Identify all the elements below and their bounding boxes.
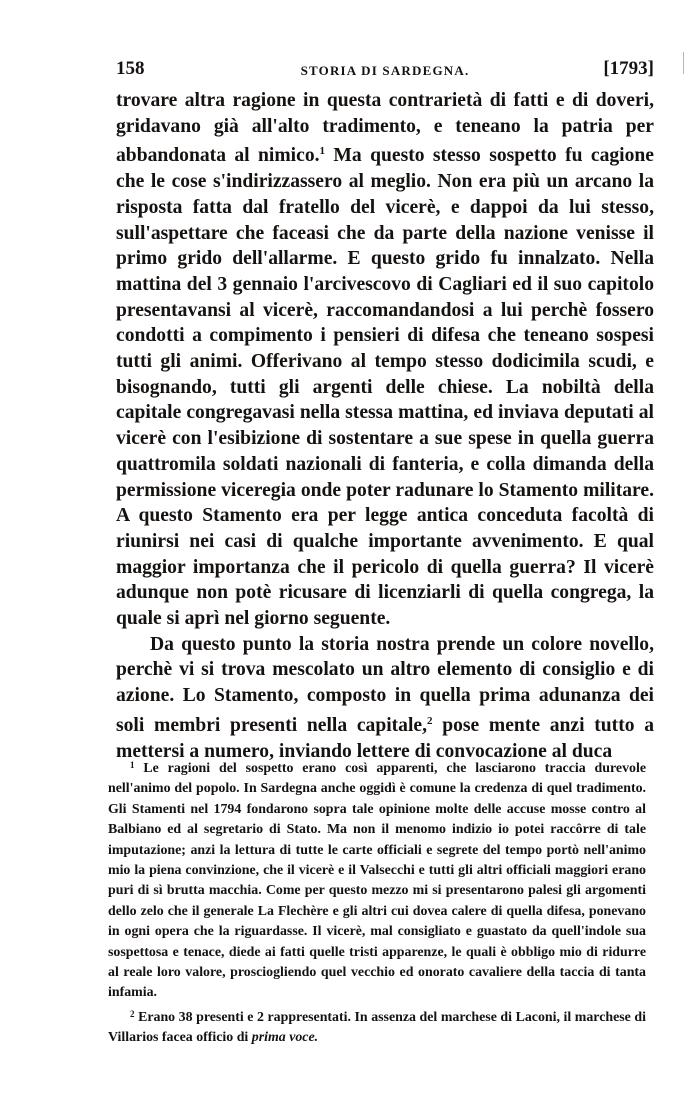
footnote-mark: 1: [130, 760, 135, 770]
year-marker: [1793]: [603, 58, 654, 79]
footnote-mark: 2: [130, 1008, 135, 1019]
emphasis: prima voce.: [251, 1030, 319, 1046]
page-header: [116, 58, 654, 82]
footnote: $^2$ Erano 38 presenti e 2 rappresentati. In assenza del marchese di Laconi, il marchese di Villarios facea officio di prima voce.: [108, 1008, 646, 1046]
scan-watermark: [496, 1090, 586, 1104]
footnote-ref[interactable]: 2: [427, 714, 433, 727]
page-edge-mark: [683, 52, 684, 74]
paragraph: Da questo punto la storia nostra prende un colore novello, perchè vi si trova mescolato un altro elemento di consiglio e di azione. Lo Stamento, composto in quella prima adunanza dei soli membri presenti nella capitale,$^2$ pose mente anzi tutto a mettersi a numero, inviando lettere di convocazione al duca: [116, 633, 654, 762]
footnote: $^1$ Le ragioni del sospetto erano così apparenti, che lasciarono traccia durevole nell'animo del popolo. In Sardegna anche oggidì è comune la credenza di quel tradimento. Gli Stamenti nel 1794 fondarono sopra tale opinione molte delle accuse mosse contro al Balbiano ed al segretario di Stato. Ma non il menomo indizio io potei raccôrre di tale imputazione; anzi la lettura di tutte le carte officiali e segrete del tempo portò nell'animo mio la piena convinzione, che il vicerè e il Valsecchi e tutti gli altri officiali maggiori erano puri di sì brutta macchia. Come per questo mezzo mi si presentarono palesi gli argomenti dello zelo che il generale La Flechère e gli altri cui dovea calere di quella difesa, ponevano in ogni opera che la riguardasse. Il vicerè, mal consigliato e guastato da quell'indole sua sospettosa e tenace, diede ai fatti quelle tristi apparenze, le quali è obbligo mio di ridurre al reale loro valore, prosciogliendo quel vecchio ed onorato cavaliere della taccia di tanta infamia.: [108, 760, 646, 1001]
main-text: [116, 88, 654, 764]
page-number: 158: [116, 58, 145, 79]
running-title: STORIA DI SARDEGNA.: [300, 63, 470, 78]
paragraph: trovare altra ragione in questa contrarietà di fatti e di doveri, gridavano già all'alto tradimento, e teneano la patria per abbandonata al nimico.$^1$ Ma questo stesso sospetto fu cagione che le cose s'indirizzassero al meglio. Non era più un arcano la risposta fatta dal fratello del vicerè, e dappoi da lui stesso, sull'aspettare che faceasi che da parte della nazione venisse il primo grido dell'allarme. E questo grido fu innalzato. Nella mattina del 3 gennaio l'arcivescovo di Cagliari ed il suo capitolo presentavansi al vicerè, raccomandandosi a lui perchè fossero condotti a compimento i pensieri di difesa che teneano sospesi tutti gli animi. Offerivano al tempo stesso dodicimila scudi, e bisognando, tutti gli argenti delle chiese. La nobiltà della capitale congregavasi nella stessa mattina, ed inviava deputati al vicerè con l'esibizione di sostentare a sue spese in quella guerra quattromila soldati nazionali di fanteria, e colla dimanda della permissione viceregia onde poter radunare lo Stamento militare. A questo Stamento era per legge antica conceduta facoltà di riunirsi nei casi di qualche importante avvenimento. E qual maggior importanza che il pericolo di quella guerra? Il vicerè adunque non potè ricusare di licenziarli di quella congrega, la quale si aprì nel giorno seguente.: [116, 90, 655, 630]
footnotes: [108, 755, 646, 1049]
footnote-ref[interactable]: 1: [319, 145, 326, 158]
